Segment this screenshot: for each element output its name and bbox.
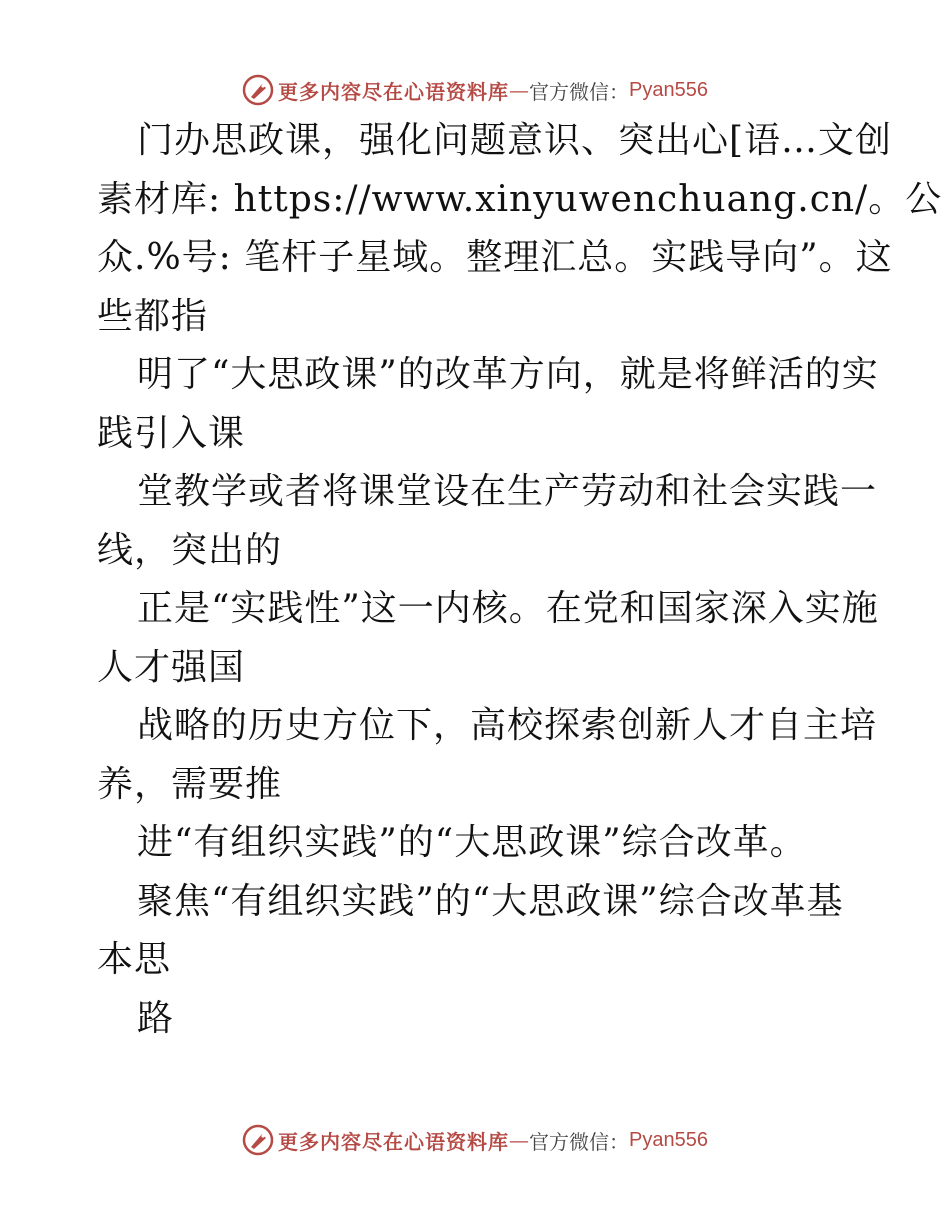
text-line: 众.%号: 笔杆子星域。整理汇总。实践导向”。这	[97, 237, 893, 278]
text-line: 本思	[97, 939, 172, 980]
header-banner	[0, 70, 950, 110]
text-line: 正是“实践性”这一内核。在党和国家深入实施	[137, 588, 879, 629]
banner-title: 更多内容尽在心语资料库	[278, 1129, 510, 1154]
banner-wechat-label: 官方微信：	[529, 79, 630, 104]
banner-separator: —	[509, 1128, 530, 1152]
banner-separator: —	[509, 78, 530, 102]
banner-wechat-label: 官方微信：	[529, 1129, 630, 1154]
text-line: 践引入课	[97, 412, 246, 454]
text-line: 人才强国	[97, 646, 246, 688]
text-line: 线，突出的	[97, 529, 283, 571]
document-body	[97, 112, 943, 1048]
footer-banner	[0, 1120, 950, 1160]
text-line: 进“有组织实践”的“大思政课”综合改革。	[137, 822, 807, 863]
pen-nib-logo-icon	[242, 74, 274, 106]
banner-wechat-id: Pyan556	[629, 1128, 708, 1151]
banner-title: 更多内容尽在心语资料库	[278, 79, 510, 104]
banner-wechat-id: Pyan556	[629, 78, 708, 101]
text-line: 素材库: https://www.xinyuwenchuang.cn/。公	[97, 178, 943, 220]
text-line: 堂教学或者将课堂设在生产劳动和社会实践一	[137, 471, 878, 512]
text-line: 养，需要推	[97, 763, 283, 805]
text-line: 门办思政课，强化问题意识、突出心[语…文创	[137, 120, 893, 161]
text-line: 路	[137, 997, 175, 1039]
pen-nib-logo-icon	[242, 1124, 274, 1156]
text-line: 些都指	[97, 295, 209, 337]
text-line: 战略的历史方位下，高校探索创新人才自主培	[137, 705, 878, 746]
text-line: 聚焦“有组织实践”的“大思政课”综合改革基	[137, 880, 844, 922]
text-line: 明了“大思政课”的改革方向，就是将鲜活的实	[137, 354, 879, 395]
